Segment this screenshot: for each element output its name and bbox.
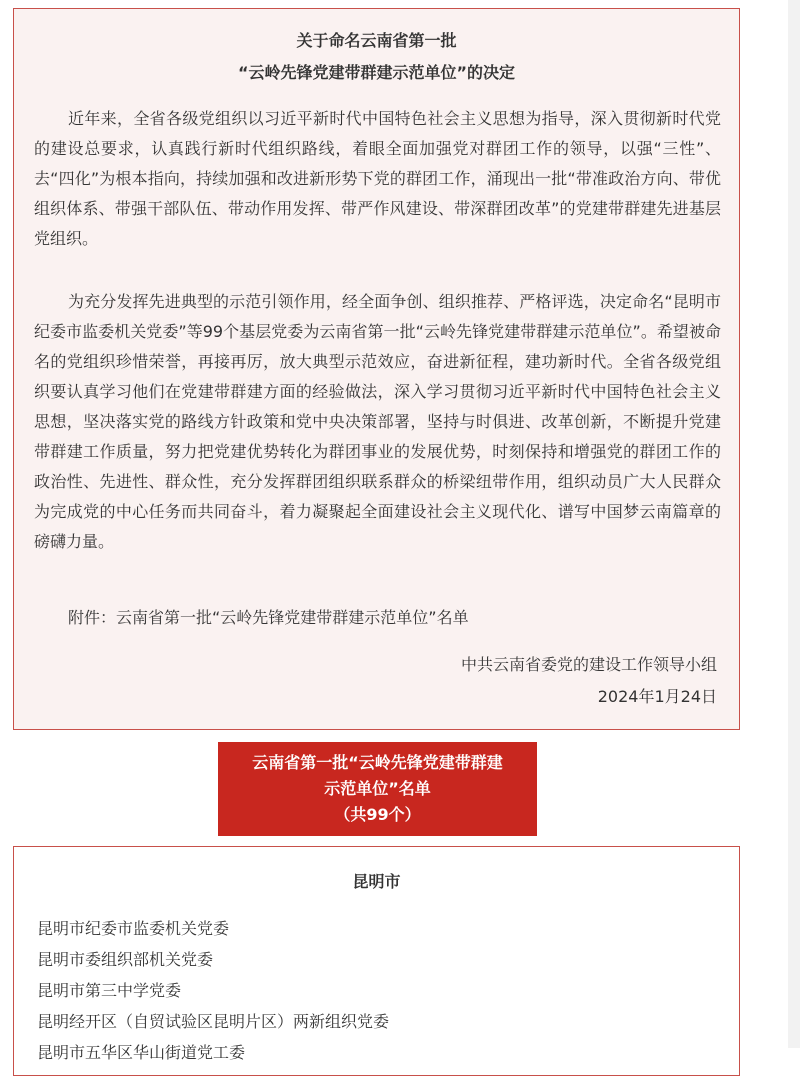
city-heading: 昆明市 bbox=[352, 872, 401, 891]
banner-count: （共99个） bbox=[334, 805, 421, 824]
unit-list bbox=[37, 913, 389, 1068]
page-side-strip bbox=[788, 0, 800, 1048]
issue-date: 2024年1月24日 bbox=[597, 687, 717, 706]
list-item: 昆明市五华区华山街道党工委 bbox=[37, 1043, 246, 1062]
list-item: 昆明市第三中学党委 bbox=[37, 981, 182, 1000]
decision-paragraph-2: 为充分发挥先进典型的示范引领作用，经全面争创、组织推荐、严格评选，决定命名“昆明市纪委市监委机关党委”等99个基层党委为云南省第一批“云岭先锋党建带群建示范单位”。希望被命名的党组织珍惜荣誉，再接再厉，放大典型示范效应，奋进新征程，建功新时代。全省各级党组织要认真学习他们在党建带群建方面的经验做法，深入学习贯彻习近平新时代中国特色社会主义思想，坚决落实党的路线方针政策和党中央决策部署，坚持与时俱进、改革创新，不断提升党建带群建工作质量，努力把党建优势转化为群团事业的发展优势，时刻保持和增强党的群团工作的政治性、先进性、群众性，充分发挥群团组织联系群众的桥梁纽带作用，组织动员广大人民群众为完成党的中心任务而共同奋斗，着力凝聚起全面建设社会主义现代化、谱写中国梦云南篇章的磅礴力量。 bbox=[34, 292, 721, 551]
unit-list-box bbox=[13, 846, 740, 1076]
decision-title-line-1: 关于命名云南省第一批 bbox=[296, 31, 457, 50]
list-item: 昆明市委组织部机关党委 bbox=[37, 950, 214, 969]
decision-title-line-2: “云岭先锋党建带群建示范单位”的决定 bbox=[237, 63, 516, 82]
list-item: 昆明经开区（自贸试验区昆明片区）两新组织党委 bbox=[37, 1012, 390, 1031]
issuer-signature: 中共云南省委党的建设工作领导小组 bbox=[460, 655, 717, 674]
decision-paragraph-1: 近年来，全省各级党组织以习近平新时代中国特色社会主义思想为指导，深入贯彻新时代党的建设总要求，认真践行新时代组织路线，着眼全面加强党对群团工作的领导，以强“三性”、去“四化”为根本指向，持续加强和改进新形势下党的群团工作，涌现出一批“带准政治方向、带优组织体系、带强干部队伍、带动作用发挥、带严作风建设、带深群团改革”的党建带群建先进基层党组织。 bbox=[34, 109, 721, 248]
list-item: 昆明市纪委市监委机关党委 bbox=[37, 919, 230, 938]
decision-document-box bbox=[13, 8, 740, 730]
banner-line-1: 云南省第一批“云岭先锋党建带群建 bbox=[252, 753, 503, 772]
banner-line-2: 示范单位”名单 bbox=[324, 779, 431, 798]
attachment-note: 附件：云南省第一批“云岭先锋党建带群建示范单位”名单 bbox=[68, 608, 469, 627]
list-title-banner bbox=[218, 742, 537, 836]
